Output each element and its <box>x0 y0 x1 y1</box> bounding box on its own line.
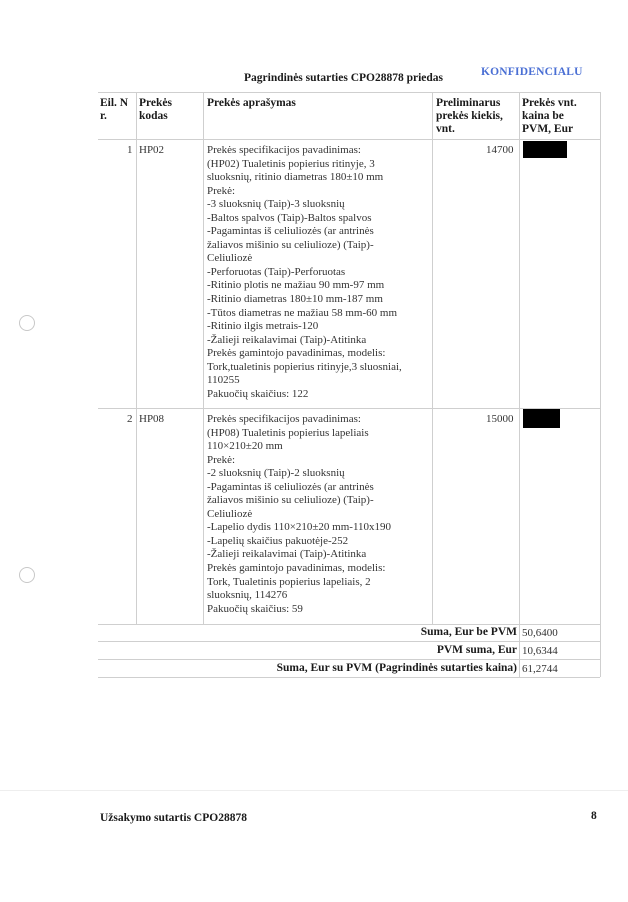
description-line: -Perforuotas (Taip)-Perforuotas <box>207 265 346 278</box>
description-line: -Lapelio dydis 110×210±20 mm-110x190 <box>207 521 392 534</box>
col-divider <box>432 92 433 624</box>
page-title: Pagrindinės sutarties CPO28878 priedas <box>244 72 444 84</box>
description-line: (HP02) Tualetinis popierius ritinyje, 3 <box>207 157 375 170</box>
header-line: Prekės aprašymas <box>207 97 296 109</box>
row-divider <box>98 624 600 625</box>
confidential-stamp: KONFIDENCIALU <box>481 66 583 78</box>
description-line: -Lapelių skaičius pakuotėje-252 <box>207 534 349 547</box>
description-line: -Baltos spalvos (Taip)-Baltos spalvos <box>207 211 372 224</box>
row-2-price-redacted <box>523 409 560 428</box>
vat-value: 10,6344 <box>522 645 558 657</box>
totals-divider <box>98 641 600 642</box>
col-header-quantity <box>436 97 503 136</box>
sum-with-vat-value: 61,2744 <box>522 663 558 675</box>
description-line: Pakuočių skaičius: 59 <box>207 602 303 615</box>
col-divider <box>203 92 204 624</box>
description-line: sluoksnių, 114276 <box>207 589 288 602</box>
col-header-nr <box>100 97 128 123</box>
description-line: žaliavos mišinio su celiulioze) (Taip)- <box>207 238 374 251</box>
header-line: Prekės vnt. <box>522 97 577 109</box>
row-2-code: HP08 <box>139 413 165 425</box>
header-line: PVM, Eur <box>522 123 574 135</box>
description-line: 110×210±20 mm <box>207 440 283 453</box>
description-line: Prekės gamintojo pavadinimas, modelis: <box>207 562 386 575</box>
header-line: Prekės <box>139 97 173 109</box>
row-1-nr: 1 <box>127 144 133 156</box>
description-line: -2 sluoksnių (Taip)-2 sluoksnių <box>207 467 345 480</box>
description-line: 110255 <box>207 374 240 387</box>
header-line: Eil. N <box>100 97 129 109</box>
header-line: prekės kiekis, <box>436 110 503 122</box>
binder-hole <box>19 315 35 331</box>
description-line: Prekės specifikacijos pavadinimas: <box>207 144 361 156</box>
description-line: sluoksnių, ritinio diametras 180±10 mm <box>207 171 384 184</box>
totals-divider <box>98 659 600 660</box>
description-line: -Žalieji reikalavimai (Taip)-Atitinka <box>207 548 367 561</box>
table-top-border <box>98 92 600 93</box>
description-line: -Tūtos diametras ne mažiau 58 mm-60 mm <box>207 306 398 319</box>
binder-hole <box>19 567 35 583</box>
row-1-price-redacted <box>523 141 567 158</box>
vat-label: PVM suma, Eur <box>436 644 517 656</box>
page-number: 8 <box>591 810 597 822</box>
row-2-nr: 2 <box>127 413 133 425</box>
row-1-quantity: 14700 <box>486 144 514 156</box>
description-line: Tork, Tualetinis popierius lapeliais, 2 <box>207 575 371 588</box>
description-line: Prekės gamintojo pavadinimas, modelis: <box>207 347 386 360</box>
description-line: Prekė: <box>207 453 236 466</box>
header-line: Preliminarus <box>436 97 501 109</box>
description-line: žaliavos mišinio su celiulioze) (Taip)- <box>207 494 374 507</box>
header-line: kodas <box>139 110 168 122</box>
description-line: -Ritinio diametras 180±10 mm-187 mm <box>207 293 383 306</box>
header-line: r. <box>100 110 107 122</box>
sum-without-vat-value: 50,6400 <box>522 627 558 639</box>
description-line: -Žalieji reikalavimai (Taip)-Atitinka <box>207 333 367 346</box>
description-line: Tork,tualetinis popierius ritinyje,3 sluosniai, <box>207 360 402 373</box>
description-line: Celiuliozė <box>207 252 253 265</box>
sum-without-vat-label: Suma, Eur be PVM <box>420 626 517 638</box>
row-2-description <box>207 413 391 616</box>
description-line: -3 sluoksnių (Taip)-3 sluoksnių <box>207 198 345 211</box>
description-line: -Pagamintas iš celiuliozės (ar antrinės <box>207 480 374 493</box>
description-line: -Ritinio ilgis metrais-120 <box>207 320 319 333</box>
row-1-code: HP02 <box>139 144 165 156</box>
totals-divider <box>98 677 600 678</box>
col-header-price <box>522 97 577 136</box>
sum-with-vat-label: Suma, Eur su PVM (Pagrindinės sutarties kaina) <box>276 662 517 674</box>
col-divider <box>519 92 520 677</box>
col-divider <box>136 92 137 624</box>
col-header-code <box>139 97 172 123</box>
header-line: vnt. <box>436 123 455 135</box>
table-header-border <box>98 139 600 140</box>
col-header-description <box>207 97 296 110</box>
row-2-quantity: 15000 <box>486 413 514 425</box>
row-1-description <box>207 144 402 401</box>
description-line: -Pagamintas iš celiuliozės (ar antrinės <box>207 225 374 238</box>
description-line: (HP08) Tualetinis popierius lapeliais <box>207 426 369 439</box>
description-line: Prekė: <box>207 184 236 197</box>
description-line: Prekės specifikacijos pavadinimas: <box>207 413 361 425</box>
description-line: Pakuočių skaičius: 122 <box>207 387 309 400</box>
description-line: -Ritinio plotis ne mažiau 90 mm-97 mm <box>207 279 385 292</box>
footer-divider <box>0 790 628 791</box>
description-line: Celiuliozė <box>207 507 253 520</box>
col-divider <box>600 92 601 677</box>
footer-contract: Užsakymo sutartis CPO28878 <box>100 812 247 824</box>
header-line: kaina be <box>522 110 564 122</box>
